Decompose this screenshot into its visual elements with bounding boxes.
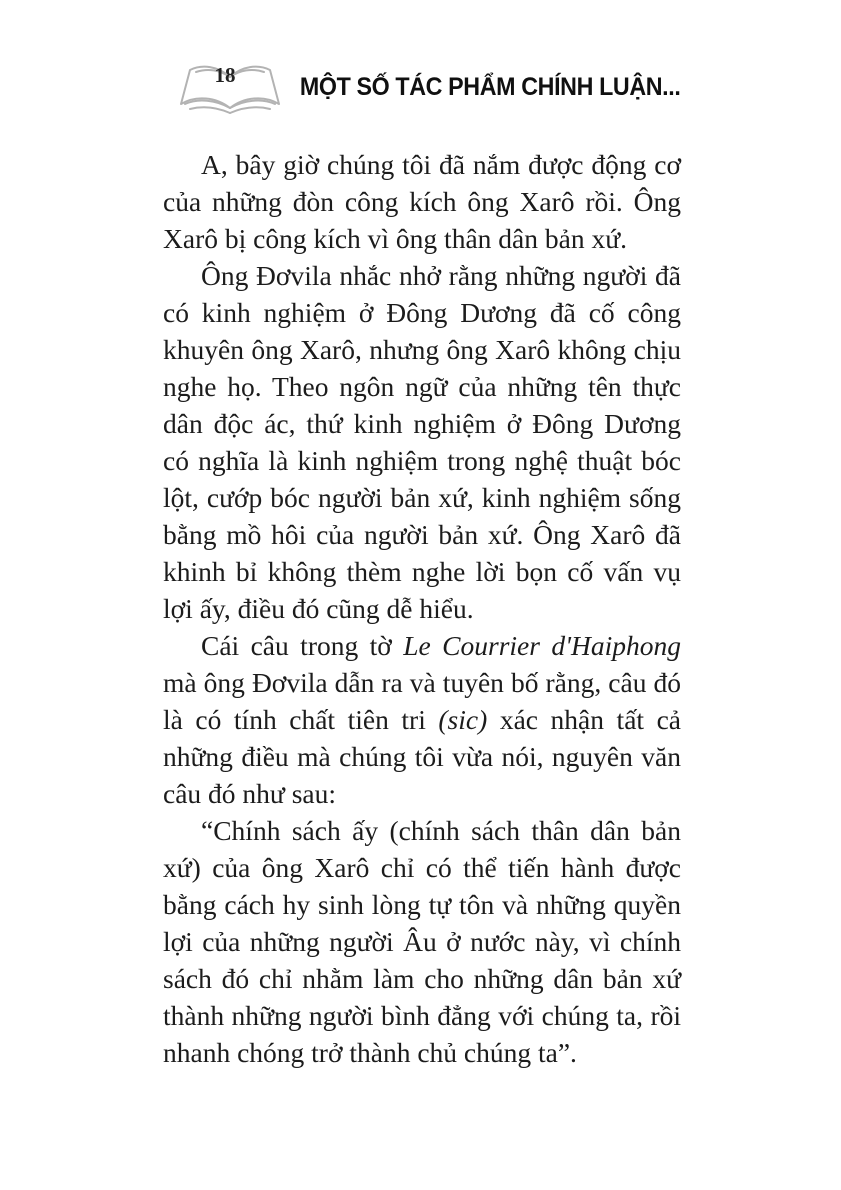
paragraph-3: [163, 627, 681, 812]
text-run: Cái câu trong tờ: [201, 630, 404, 661]
paragraph-2: [163, 257, 681, 627]
italic-sic: (sic): [438, 704, 488, 735]
text-run: mà ông Đơvila dẫn ra và tuyên bố rằng, câu đó là có tính chất tiên tri: [163, 667, 681, 735]
paragraph-1: [163, 146, 681, 257]
running-head-title: MỘT SỐ TÁC PHẨM CHÍNH LUẬN...: [299, 73, 681, 101]
page-number: 18: [214, 63, 236, 87]
text-run: xác nhận tất cả những điều mà chúng tôi vừa nói, nguyên văn câu đó như sau:: [163, 704, 681, 809]
open-book-icon: [178, 56, 282, 122]
italic-journal-title: Le Courrier d'Haiphong: [403, 630, 681, 661]
text-run: “Chính sách ấy (chính sách thân dân bản xứ) của ông Xarô chỉ có thể tiến hành được bằng cách hy sinh lòng tự tôn và những quyền lợi của những người Âu ở nước này, vì chính sách đó chỉ nhằm làm cho những dân bản xứ thành những người bình đẳng với chúng ta, rồi nhanh chóng trở thành chủ chúng ta”.: [163, 815, 681, 1068]
text-run: A, bây giờ chúng tôi đã nắm được động cơ của những đòn công kích ông Xarô rồi. Ông Xarô bị công kích vì ông thân dân bản xứ.: [163, 149, 681, 254]
page-body: [163, 146, 681, 1071]
text-run: Ông Đơvila nhắc nhở rằng những người đã có kinh nghiệm ở Đông Dương đã cố công khuyên ông Xarô, nhưng ông Xarô không chịu nghe họ. Theo ngôn ngữ của những tên thực dân độc ác, thứ kinh nghiệm ở Đông Dương có nghĩa là kinh nghiệm trong nghệ thuật bóc lột, cướp bóc người bản xứ, kinh nghiệm sống bằng mồ hôi của người bản xứ. Ông Xarô đã khinh bỉ không thèm nghe lời bọn cố vấn vụ lợi ấy, điều đó cũng dễ hiểu.: [163, 260, 681, 624]
paragraph-4-quote: [163, 812, 681, 1071]
